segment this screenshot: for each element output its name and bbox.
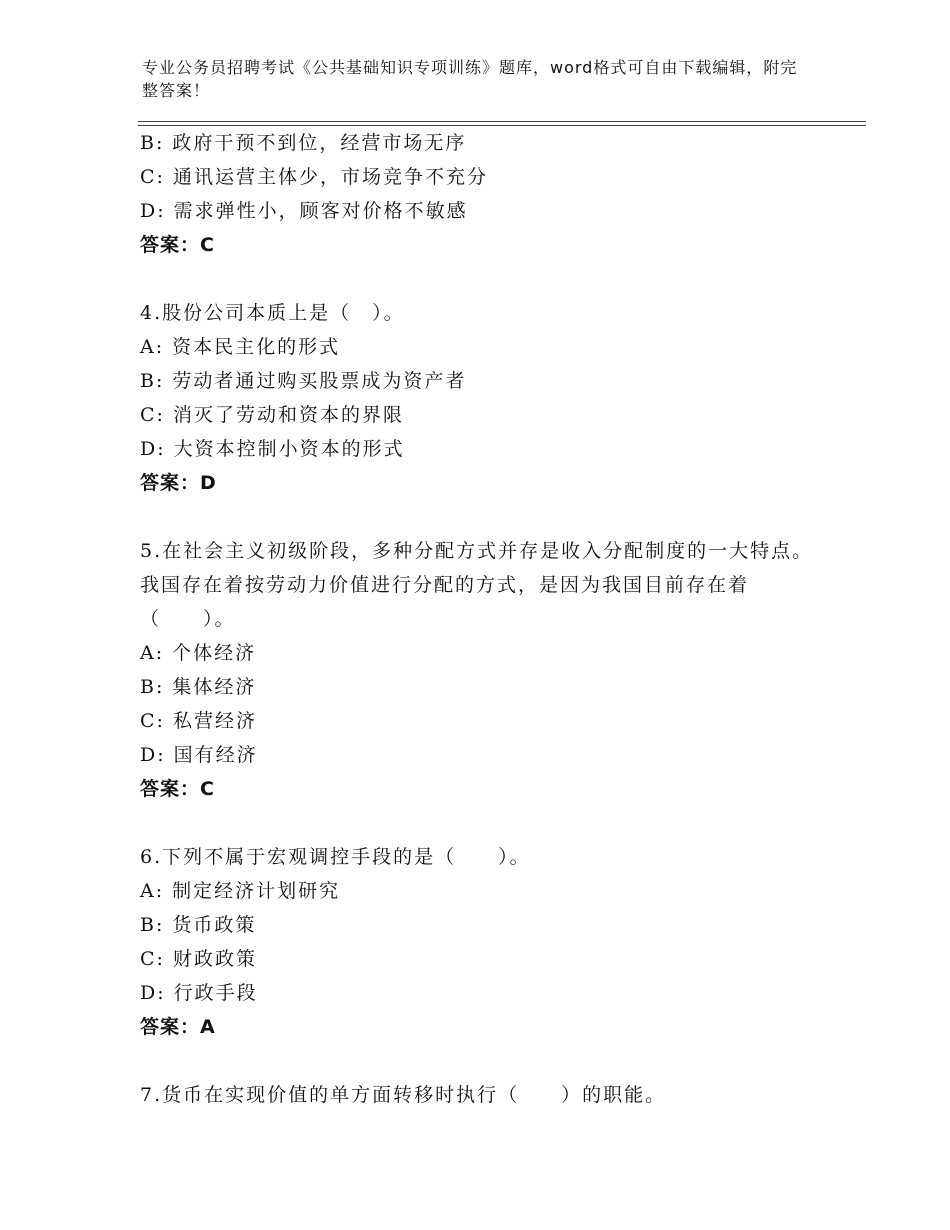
answer-line: 答案：C bbox=[140, 234, 215, 256]
option-b: B: 政府干预不到位，经营市场无序 bbox=[140, 132, 467, 154]
option-c: C: 财政政策 bbox=[140, 948, 257, 970]
option-c: C: 私营经济 bbox=[140, 710, 257, 732]
option-d: D: 需求弹性小，顾客对价格不敏感 bbox=[140, 200, 468, 222]
answer-line: 答案：D bbox=[140, 472, 217, 494]
question-block-6 bbox=[140, 840, 820, 1044]
option-c: C: 消灭了劳动和资本的界限 bbox=[140, 404, 404, 426]
question-list bbox=[140, 126, 820, 1112]
question-block-7 bbox=[140, 1078, 820, 1112]
question-block-5 bbox=[140, 534, 820, 806]
option-d: D: 行政手段 bbox=[140, 982, 258, 1004]
answer-line: 答案：C bbox=[140, 778, 215, 800]
option-b: B: 集体经济 bbox=[140, 676, 257, 698]
question-block-4 bbox=[140, 296, 820, 500]
option-a: A: 个体经济 bbox=[140, 642, 257, 664]
option-a: A: 资本民主化的形式 bbox=[140, 336, 341, 358]
option-c: C: 通讯运营主体少，市场竞争不充分 bbox=[140, 166, 488, 188]
option-d: D: 大资本控制小资本的形式 bbox=[140, 438, 405, 460]
option-a: A: 制定经济计划研究 bbox=[140, 880, 341, 902]
question-stem: 6.下列不属于宏观调控手段的是（ ）。 bbox=[140, 846, 531, 868]
answer-line: 答案：A bbox=[140, 1016, 216, 1038]
option-b: B: 劳动者通过购买股票成为资产者 bbox=[140, 370, 467, 392]
question-block-3 bbox=[140, 126, 820, 262]
question-stem: 4.股份公司本质上是（ ）。 bbox=[140, 302, 405, 324]
question-stem: 5.在社会主义初级阶段，多种分配方式并存是收入分配制度的一大特点。我国存在着按劳动力价值进行分配的方式，是因为我国目前存在着（ ）。 bbox=[140, 540, 814, 630]
option-d: D: 国有经济 bbox=[140, 744, 258, 766]
header-rule-thick bbox=[138, 121, 866, 122]
option-b: B: 货币政策 bbox=[140, 914, 257, 936]
document-header: 专业公务员招聘考试《公共基础知识专项训练》题库，word格式可自由下载编辑，附完整答案！ bbox=[142, 58, 798, 100]
question-stem: 7.货币在实现价值的单方面转移时执行（ ）的职能。 bbox=[140, 1084, 667, 1106]
